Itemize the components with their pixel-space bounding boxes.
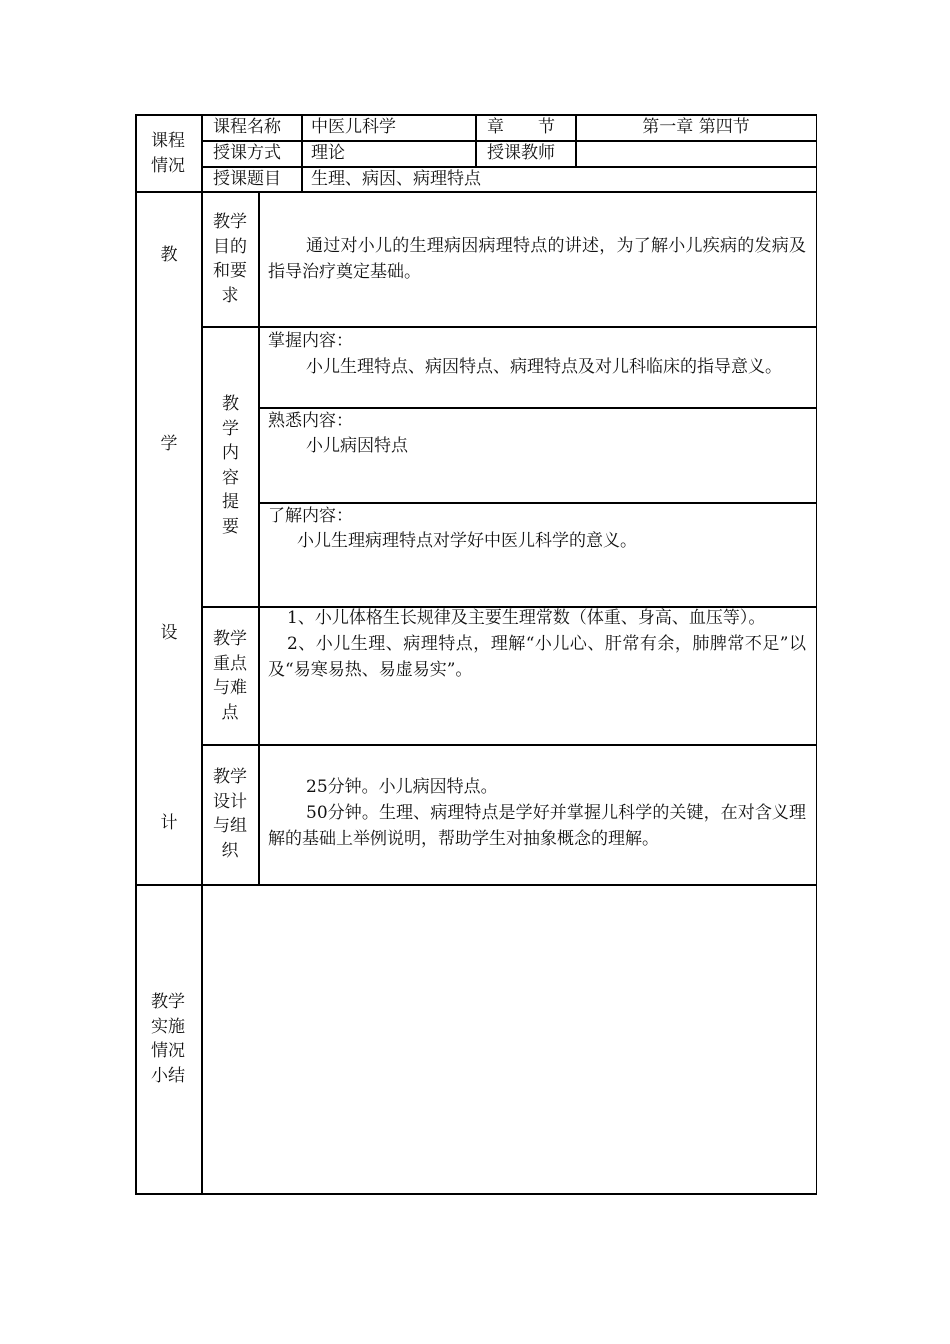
goals-text: 通过对小儿的生理病因病理特点的讲述，为了解小儿疾病的发病及指导治疗奠定基础。 — [268, 236, 806, 282]
organization-label: 教学设计与组织 — [213, 767, 247, 861]
keypoint-item-2: 2、小儿生理、病理特点，理解“小儿心、肝常有余，肺脾常不足”以及“易寒易热、易虚易实”。 — [268, 634, 806, 680]
course-name-value: 中医儿科学 — [311, 117, 396, 137]
divider-design-col — [258, 191, 260, 885]
topic-value: 生理、病因、病理特点 — [311, 169, 481, 189]
method-label: 授课方式 — [213, 143, 281, 163]
understand-heading: 了解内容： — [268, 506, 353, 526]
understand-text: 小儿生理病理特点对学好中医儿科学的意义。 — [297, 531, 637, 551]
summary-label: 教学实施情况小结 — [151, 992, 185, 1086]
summary-text[interactable] — [212, 895, 806, 1185]
method-value: 理论 — [311, 143, 345, 163]
divider-info-row2 — [201, 166, 817, 168]
table-border-right — [816, 114, 818, 1194]
design-side-char-2: 学 — [160, 434, 178, 454]
keypoints-label: 教学重点与难点 — [213, 629, 247, 723]
chapter-label: 章 节 — [487, 117, 555, 137]
familiar-heading: 熟悉内容： — [268, 411, 353, 431]
master-heading: 掌握内容： — [268, 331, 353, 351]
organization-line-2: 50分钟。生理、病理特点是学好并掌握儿科学的关键，在对含义理解的基础上举例说明，帮助学生对抽象概念的理解。 — [268, 803, 806, 849]
familiar-text: 小儿病因特点 — [306, 436, 408, 456]
divider-col1 — [201, 114, 203, 1194]
divider-course-design — [135, 191, 817, 193]
master-text: 小儿生理特点、病因特点、病理特点及对儿科临床的指导意义。 — [306, 357, 782, 377]
teacher-label: 授课教师 — [487, 143, 555, 163]
goals-label: 教学目的和要求 — [213, 212, 247, 306]
course-name-label: 课程名称 — [213, 117, 281, 137]
divider-design-summary — [135, 884, 817, 886]
table-border-bottom — [135, 1193, 817, 1195]
divider-goals-content — [201, 326, 817, 328]
table-border-left — [135, 114, 137, 1194]
design-side-char-3: 设 — [160, 623, 178, 643]
keypoint-item-1: 1、小儿体格生长规律及主要生理常数（体重、身高、血压等）。 — [287, 608, 766, 628]
divider-info-col3 — [475, 114, 477, 167]
course-info-section-label: 课程情况 — [151, 131, 185, 176]
design-side-char-4: 计 — [160, 813, 178, 833]
organization-line-1: 25分钟。小儿病因特点。 — [306, 777, 498, 797]
divider-keypoints-organization — [201, 744, 817, 746]
topic-label: 授课题目 — [213, 169, 281, 189]
divider-info-col2 — [301, 114, 303, 192]
content-label: 教学内容提要 — [222, 394, 239, 537]
chapter-value: 第一章 第四节 — [642, 117, 750, 137]
design-side-char-1: 教 — [160, 245, 178, 265]
